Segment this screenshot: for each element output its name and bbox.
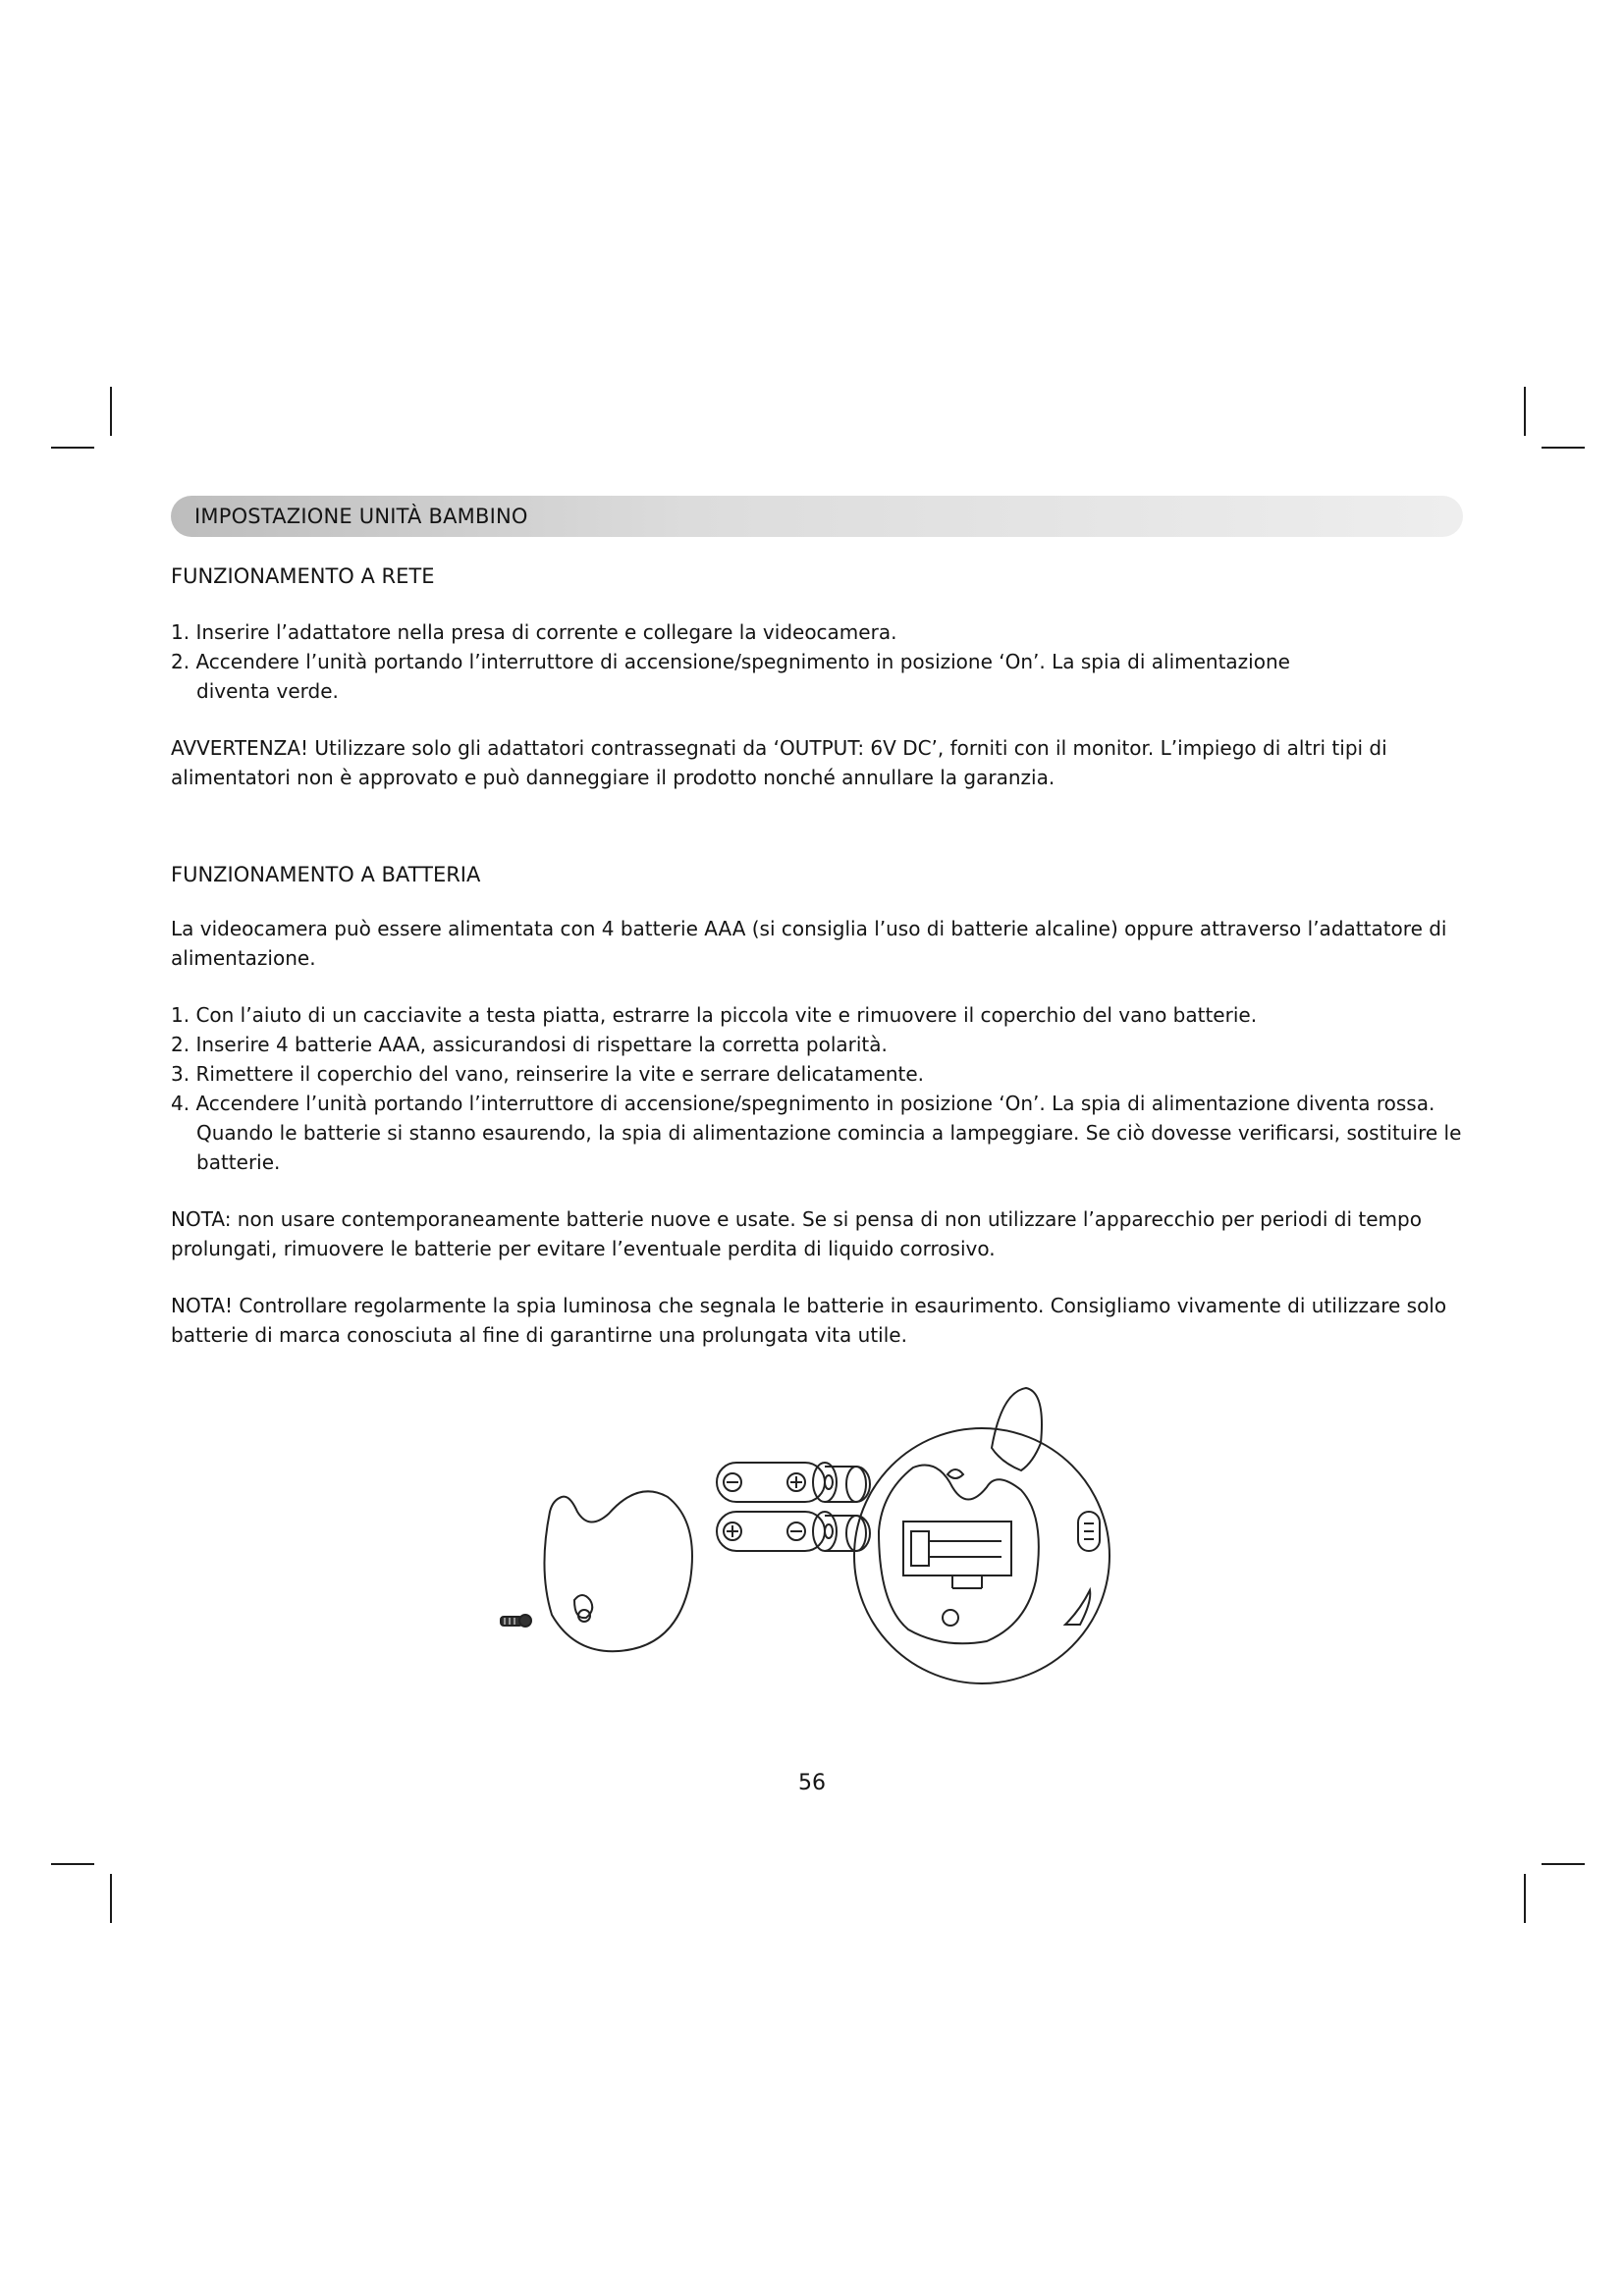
section-title-bar	[171, 496, 1463, 537]
aaa-battery-bottom-icon	[717, 1512, 837, 1551]
page-content	[171, 496, 1463, 1350]
list-item: 3. Rimettere il coperchio del vano, reinserire la vite e serrare delicatamente.	[171, 1062, 925, 1086]
crop-mark-top-left-horizontal	[51, 447, 94, 449]
battery-installation-illustration	[491, 1384, 1119, 1698]
aaa-battery-top-icon	[717, 1463, 854, 1504]
screw-icon	[501, 1615, 531, 1627]
camera-body-icon	[854, 1388, 1110, 1683]
mains-warning: AVVERTENZA! Utilizzare solo gli adattatori contrassegnati da ‘OUTPUT: 6V DC’, forniti con il monitor. L’impiego di altri tipi di alimentatori non è approvato e può danneggiare il prodotto nonché annullare la garanzia.	[171, 736, 1387, 789]
battery-steps-list	[171, 1000, 1463, 1177]
list-item: 2. Inserire 4 batterie AAA, assicurandosi di rispettare la corretta polarità.	[171, 1033, 888, 1056]
list-item: 1. Inserire l’adattatore nella presa di corrente e collegare la videocamera.	[171, 620, 897, 644]
crop-mark-bottom-right-vertical	[1524, 1874, 1526, 1923]
battery-heading: FUNZIONAMENTO A BATTERIA	[171, 863, 481, 886]
mains-heading: FUNZIONAMENTO A RETE	[171, 564, 435, 588]
battery-cover-icon	[544, 1491, 692, 1651]
page-number: 56	[798, 1771, 826, 1795]
battery-note-1: NOTA: non usare contemporaneamente batterie nuove e usate. Se si pensa di non utilizzare l’apparecchio per periodi di tempo prolungati, rimuovere le batterie per evitare l’eventuale perdita di liquido corrosivo.	[171, 1207, 1422, 1260]
crop-mark-top-right-vertical	[1524, 387, 1526, 436]
crop-mark-bottom-right-horizontal	[1542, 1863, 1585, 1865]
section-title: IMPOSTAZIONE UNITÀ BAMBINO	[194, 505, 528, 528]
battery-note-2: NOTA! Controllare regolarmente la spia luminosa che segnala le batterie in esaurimento. Consigliamo vivamente di utilizzare solo batterie di marca conosciuta al fine di garantirne una prolungata vita utile.	[171, 1294, 1447, 1347]
crop-mark-bottom-left-vertical	[110, 1874, 112, 1923]
mains-steps-list	[171, 617, 1463, 706]
crop-mark-bottom-left-horizontal	[51, 1863, 94, 1865]
list-item: 2. Accendere l’unità portando l’interruttore di accensione/spegnimento in posizione ‘On’. La spia di alimentazione diventa verde.	[171, 650, 1290, 703]
list-item: 4. Accendere l’unità portando l’interruttore di accensione/spegnimento in posizione ‘On’. La spia di alimentazione diventa rossa. Quando le batterie si stanno esaurendo, la spia di alimentazione comincia a lampeggiare. Se ciò dovesse verificarsi, sostituire le batterie.	[171, 1092, 1462, 1174]
crop-mark-top-left-vertical	[110, 387, 112, 436]
battery-intro: La videocamera può essere alimentata con 4 batterie AAA (si consiglia l’uso di batterie alcaline) oppure attraverso l’adattatore di alimentazione.	[171, 917, 1447, 970]
crop-mark-top-right-horizontal	[1542, 447, 1585, 449]
list-item: 1. Con l’aiuto di un cacciavite a testa piatta, estrarre la piccola vite e rimuovere il coperchio del vano batterie.	[171, 1003, 1258, 1027]
